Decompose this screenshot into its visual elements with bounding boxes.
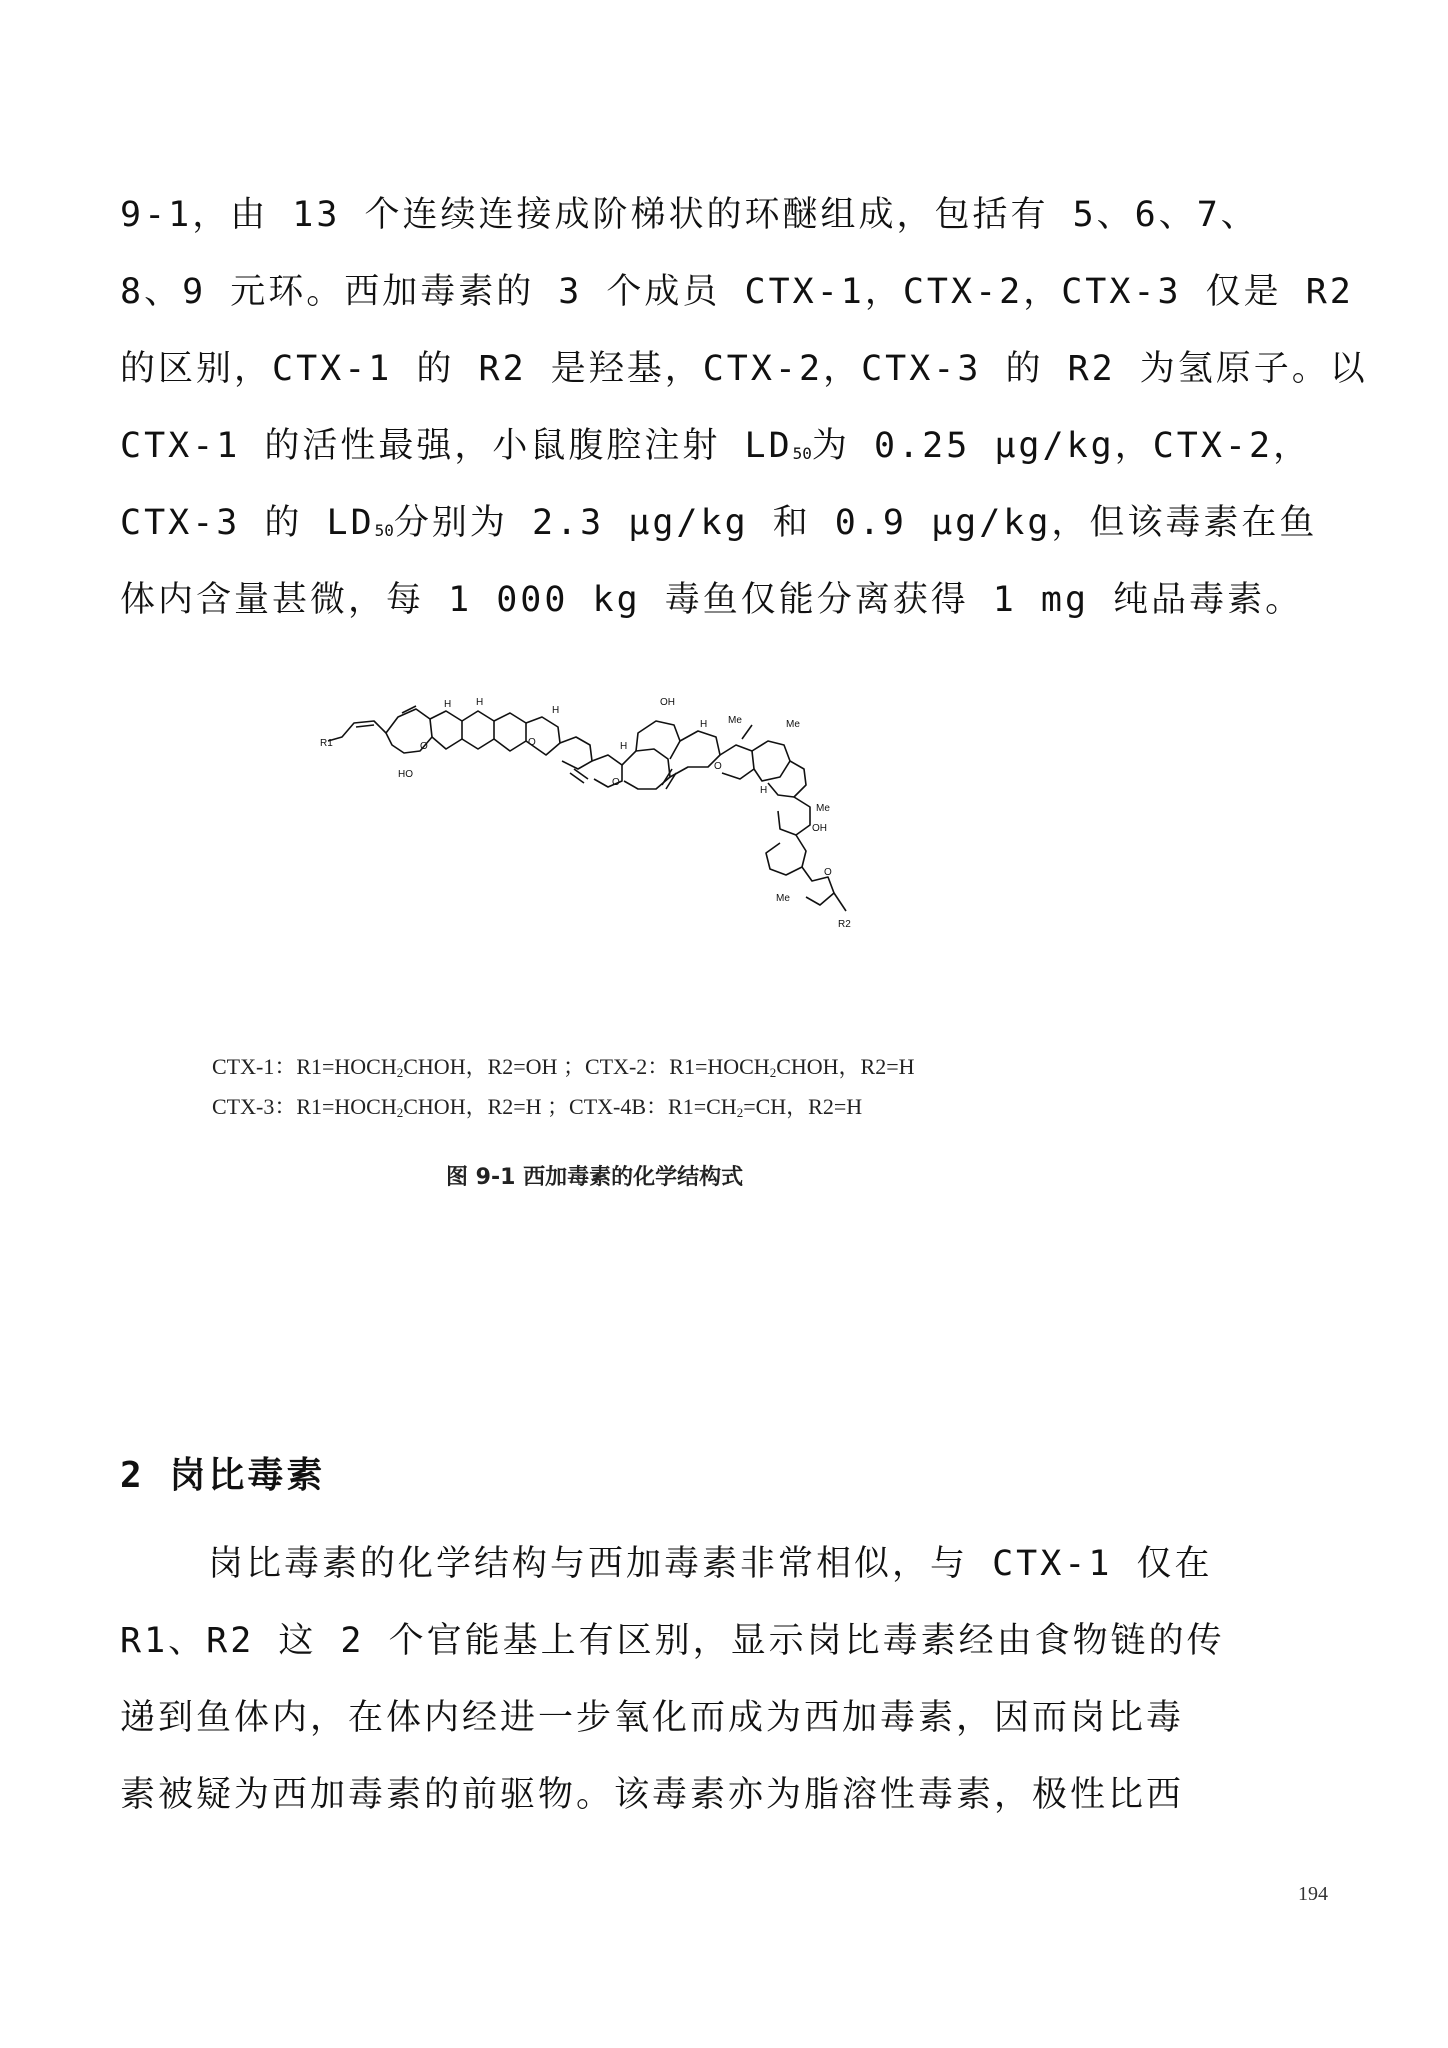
text-fragment: 分别为 2.3 μg/kg 和 0.9 μg/kg，但该毒素在鱼	[393, 503, 1318, 543]
subscript: 2	[396, 1065, 404, 1080]
body-paragraph-bottom	[120, 1526, 1335, 1834]
formula-text: CTX-1：R1=HOCH	[212, 1054, 397, 1079]
subscript: 50	[792, 444, 812, 463]
o-label: O	[420, 741, 428, 752]
me-label: Me	[786, 719, 800, 730]
page-number: 194	[1298, 1883, 1328, 1905]
h-label: H	[476, 697, 484, 708]
formula-text: CHOH，R2=OH ；CTX-2：R1=HOCH	[403, 1054, 770, 1079]
subscript: 50	[374, 521, 394, 540]
text-line	[120, 485, 1335, 562]
text-line: 体内含量甚微，每 1 000 kg 毒鱼仅能分离获得 1 mg 纯品毒素。	[120, 580, 1304, 620]
h-label: H	[444, 699, 452, 710]
formula-text: =CH，R2=H	[743, 1094, 863, 1119]
text-line: 岗比毒素的化学结构与西加毒素非常相似，与 CTX-1 仅在	[208, 1544, 1213, 1584]
formula-text: CHOH，R2=H	[776, 1054, 915, 1079]
text-line: 素被疑为西加毒素的前驱物。该毒素亦为脂溶性毒素，极性比西	[120, 1775, 1185, 1815]
oh-label: OH	[660, 697, 675, 708]
section-heading: 2 岗比毒素	[120, 1455, 326, 1496]
o-label: O	[714, 761, 722, 772]
h-label: H	[552, 705, 560, 716]
text-line: 9-1，由 13 个连续连接成阶梯状的环醚组成，包括有 5、6、7、	[120, 195, 1259, 235]
text-line	[120, 408, 1335, 485]
text-line: 的区别，CTX-1 的 R2 是羟基，CTX-2，CTX-3 的 R2 为氢原子。以	[120, 349, 1368, 389]
text-fragment: CTX-3 的 LD	[120, 503, 375, 543]
o-label: O	[528, 737, 536, 748]
figure-caption: 图 9-1 西加毒素的化学结构式	[446, 1165, 744, 1190]
me-label: Me	[816, 803, 830, 814]
formula-line	[212, 1050, 915, 1081]
me-label: Me	[776, 893, 790, 904]
o-label: O	[612, 777, 620, 788]
text-line: 8、9 元环。西加毒素的 3 个成员 CTX-1，CTX-2，CTX-3 仅是 R2	[120, 272, 1354, 312]
chemical-structure-diagram	[320, 665, 960, 1005]
h-label: H	[620, 741, 628, 752]
me-label: Me	[728, 715, 742, 726]
r1-label: R1	[320, 738, 333, 749]
r2-label: R2	[838, 919, 851, 930]
body-paragraph-top	[120, 177, 1368, 639]
formula-line	[212, 1090, 862, 1121]
formula-text: CTX-3：R1=HOCH	[212, 1094, 397, 1119]
text-line: R1、R2 这 2 个官能基上有区别，显示岗比毒素经由食物链的传	[120, 1621, 1225, 1661]
subscript: 2	[769, 1065, 777, 1080]
text-fragment: 为 0.25 μg/kg，CTX-2，	[811, 426, 1312, 466]
ho-label: HO	[398, 769, 413, 780]
text-fragment: CTX-1 的活性最强，小鼠腹腔注射 LD	[120, 426, 793, 466]
formula-text: CHOH，R2=H ；CTX-4B：R1=CH	[403, 1094, 737, 1119]
subscript: 2	[736, 1105, 744, 1120]
o-label: O	[824, 867, 832, 878]
oh-label: OH	[812, 823, 827, 834]
h-label: H	[700, 719, 708, 730]
h-label: H	[760, 785, 768, 796]
text-line: 递到鱼体内，在体内经进一步氧化而成为西加毒素，因而岗比毒	[120, 1698, 1185, 1738]
subscript: 2	[396, 1105, 404, 1120]
